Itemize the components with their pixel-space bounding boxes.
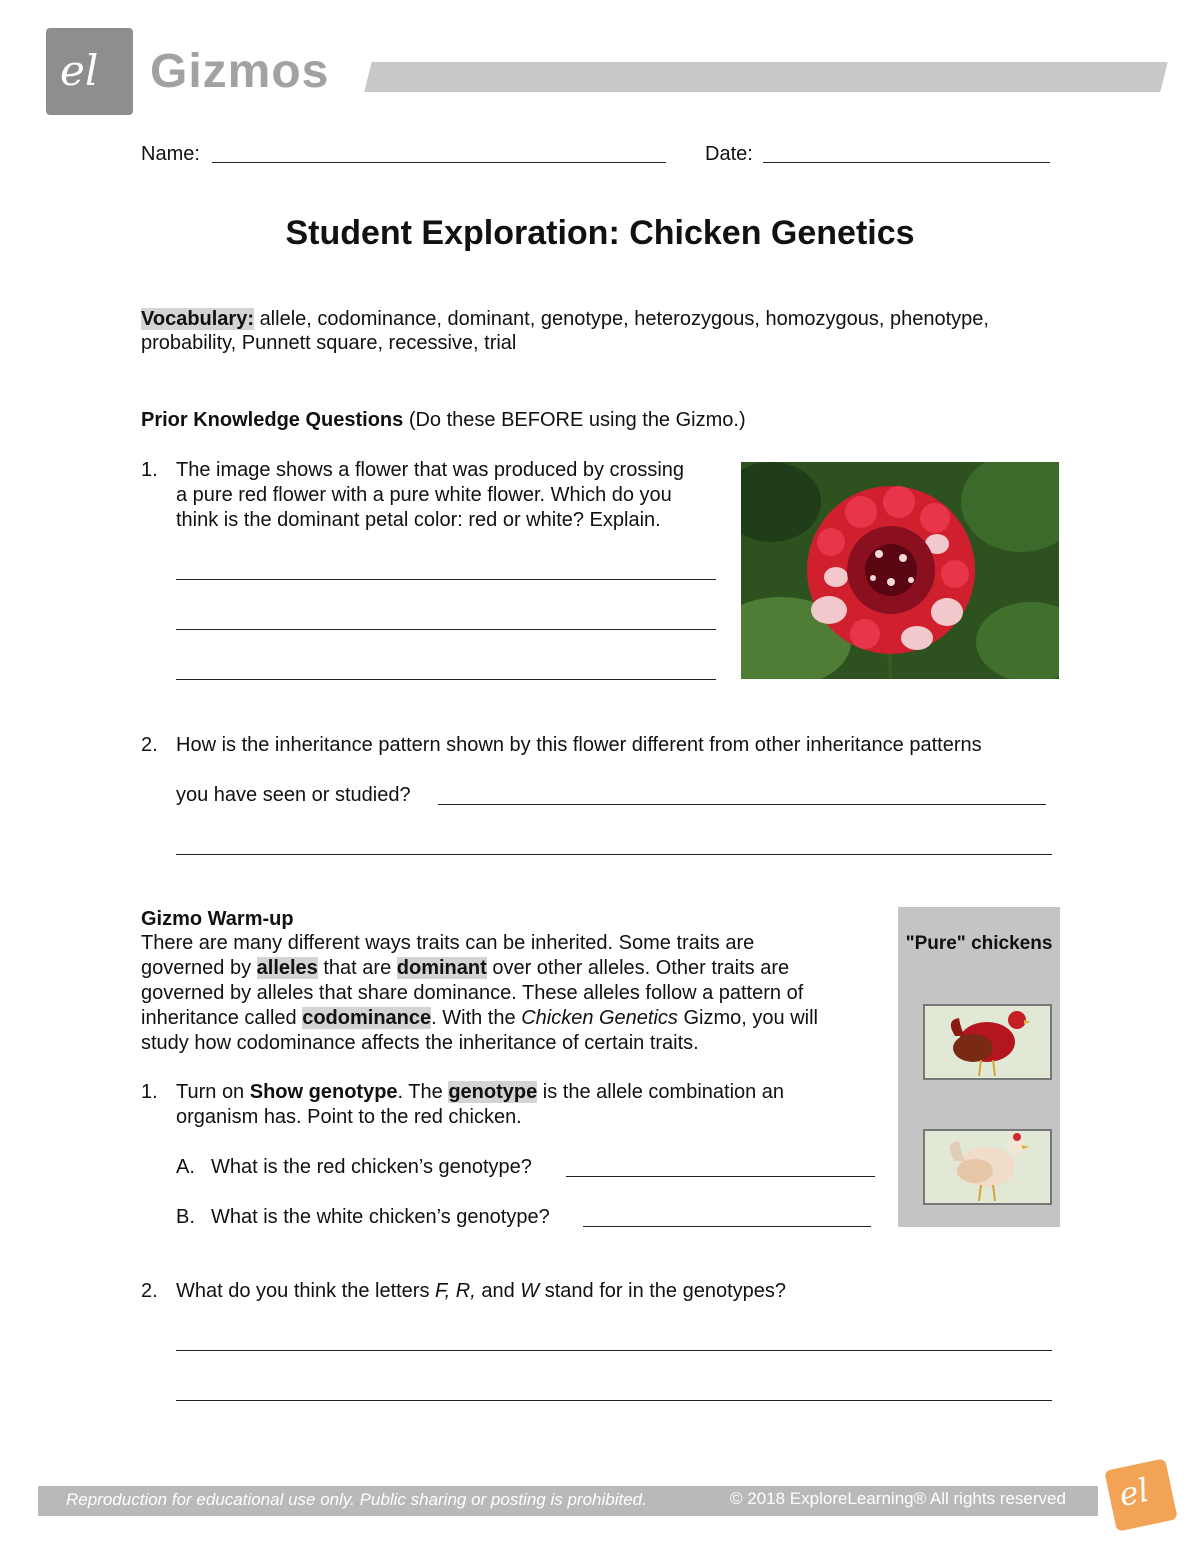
warmup-p2a: governed by	[141, 957, 252, 979]
prior-q2-answer-line-2[interactable]	[176, 854, 1052, 855]
warmup-qa-text: What is the red chicken’s genotype?	[211, 1156, 532, 1178]
name-field[interactable]	[212, 162, 666, 163]
warmup-paragraph-line-5: study how codominance affects the inheritance of certain traits.	[141, 1032, 699, 1054]
warmup-p4c: Gizmo, you will	[683, 1007, 818, 1029]
warmup-q1-number: 1.	[141, 1081, 158, 1103]
page-title: Student Exploration: Chicken Genetics	[285, 214, 915, 252]
warmup-qb-letter: B.	[176, 1206, 195, 1228]
warmup-p4b: . With the	[431, 1007, 516, 1029]
warmup-q1b: . The	[397, 1081, 443, 1103]
gizmos-logo	[46, 28, 133, 115]
warmup-p2b: that are	[323, 957, 392, 979]
show-genotype-text: Show genotype	[249, 1081, 398, 1103]
logo-mark-text: el	[60, 46, 99, 95]
prior-q1-answer-line-1[interactable]	[176, 579, 716, 580]
red-chicken-genotype-answer[interactable]	[566, 1176, 875, 1177]
prior-heading-note: (Do these BEFORE using the Gizmo.)	[408, 409, 746, 431]
footer-logo-text: el	[1115, 1470, 1153, 1515]
warmup-p4a: inheritance called	[141, 1007, 297, 1029]
term-genotype: genotype	[448, 1081, 538, 1103]
explorelearning-logo	[1104, 1458, 1178, 1532]
warmup-qb-text: What is the white chicken’s genotype?	[211, 1206, 550, 1228]
footer-reproduction-notice: Reproduction for educational use only. Public sharing or posting is prohibited.	[66, 1490, 647, 1509]
prior-knowledge-heading	[141, 408, 746, 433]
warmup-q2b: and	[481, 1280, 515, 1302]
letter-r: R,	[455, 1280, 476, 1302]
pure-chickens-panel	[898, 907, 1060, 1227]
vocabulary-terms-1: allele, codominance, dominant, genotype, heterozygous, homozygous, phenotype,	[259, 308, 989, 330]
prior-q2-line-1: How is the inheritance pattern shown by this flower different from other inheritance patterns	[176, 734, 982, 756]
prior-q1-line-2: a pure red flower with a pure white flower. Which do you	[176, 484, 672, 506]
prior-heading-text: Prior Knowledge Questions	[141, 409, 404, 431]
prior-q1-answer-line-2[interactable]	[176, 629, 716, 630]
warmup-q1-line-2: organism has. Point to the red chicken.	[176, 1106, 522, 1128]
brand-name: Gizmos	[150, 45, 330, 98]
prior-q1-line-1: The image shows a flower that was produced by crossing	[176, 459, 685, 481]
dahlia-flower-image	[741, 462, 1059, 679]
letter-w: W	[520, 1280, 540, 1302]
warmup-p2c: over other alleles. Other traits are	[492, 957, 790, 979]
vocabulary-terms-2: probability, Punnett square, recessive, trial	[141, 332, 517, 354]
prior-q1-answer-line-3[interactable]	[176, 679, 716, 680]
warmup-paragraph-line-3: governed by alleles that share dominance. These alleles follow a pattern of	[141, 982, 804, 1004]
white-chicken-genotype-answer[interactable]	[583, 1226, 871, 1227]
warmup-q2c: stand for in the genotypes?	[544, 1280, 787, 1302]
prior-q2-answer-line-1[interactable]	[438, 804, 1046, 805]
warmup-q1c: is the allele combination an	[542, 1081, 785, 1103]
prior-q1-line-3: think is the dominant petal color: red or white? Explain.	[176, 509, 661, 531]
vocabulary-line-1	[141, 307, 989, 332]
warmup-q1a: Turn on	[176, 1081, 245, 1103]
prior-q2-number: 2.	[141, 734, 158, 756]
warmup-heading: Gizmo Warm-up	[141, 908, 294, 930]
red-chicken-image	[923, 1004, 1052, 1080]
header-bar	[364, 62, 1167, 92]
date-label: Date:	[705, 143, 753, 165]
warmup-paragraph-line-1: There are many different ways traits can be inherited. Some traits are	[141, 932, 755, 954]
warmup-q2-text	[176, 1279, 786, 1304]
prior-q1-number: 1.	[141, 459, 158, 481]
warmup-q2-answer-line-1[interactable]	[176, 1350, 1052, 1351]
warmup-paragraph-line-2	[141, 956, 789, 981]
warmup-paragraph-line-4	[141, 1006, 818, 1031]
warmup-q2-answer-line-2[interactable]	[176, 1400, 1052, 1401]
warmup-q2-number: 2.	[141, 1280, 158, 1302]
date-field[interactable]	[763, 162, 1050, 163]
prior-q2-line-2: you have seen or studied?	[176, 784, 411, 806]
pure-chickens-title: "Pure" chickens	[905, 933, 1053, 954]
term-alleles: alleles	[256, 957, 318, 979]
term-codominance: codominance	[302, 1007, 432, 1029]
vocabulary-label: Vocabulary:	[141, 308, 254, 330]
name-label: Name:	[141, 143, 200, 165]
term-dominant: dominant	[396, 957, 487, 979]
footer-bar	[38, 1486, 1098, 1516]
warmup-qa-letter: A.	[176, 1156, 195, 1178]
warmup-q1-line-1	[176, 1080, 784, 1105]
footer-copyright: © 2018 ExploreLearning® All rights reserved	[730, 1489, 1066, 1508]
letter-f: F,	[435, 1280, 451, 1302]
white-chicken-image	[923, 1129, 1052, 1205]
warmup-q2a: What do you think the letters	[176, 1280, 430, 1302]
gizmo-name: Chicken Genetics	[521, 1007, 678, 1029]
